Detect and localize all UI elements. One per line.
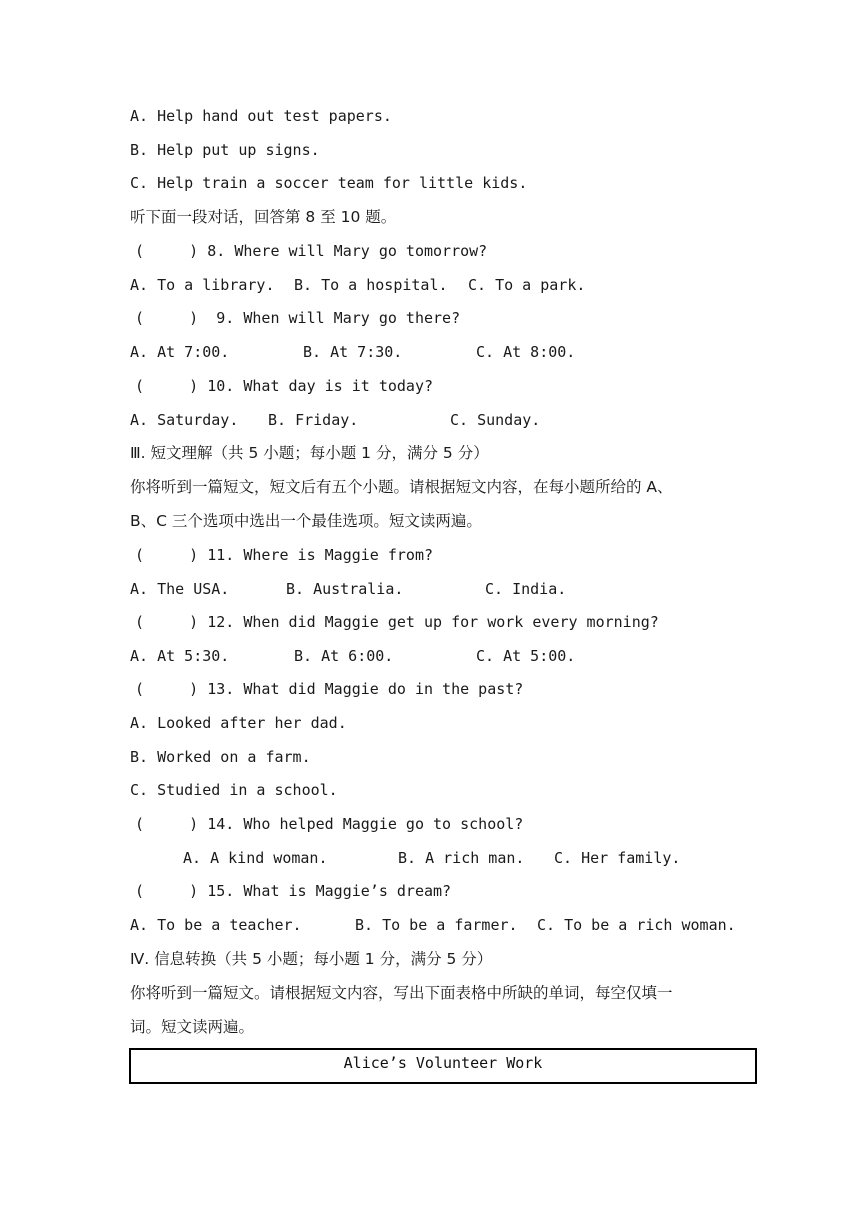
q15-option-c: C. To be a rich woman. [537, 916, 736, 934]
section-3-instruction-2: B、C 三个选项中选出一个最佳选项。短文读两遍。 [130, 512, 482, 530]
q11-option-a: A. The USA. [130, 580, 230, 598]
q8-option-a: A. To a library. [130, 276, 275, 294]
q14-option-c: C. Her family. [554, 849, 681, 867]
section-4-heading: Ⅳ. 信息转换（共 5 小题；每小题 1 分，满分 5 分） [130, 950, 493, 968]
q15-option-b: B. To be a farmer. [355, 916, 518, 934]
option-c-line: C. Help train a soccer team for little kids. [130, 174, 528, 192]
q8-option-b: B. To a hospital. [294, 276, 448, 294]
q11-option-b: B. Australia. [286, 580, 404, 598]
section-4-instruction-1: 你将听到一篇短文。请根据短文内容，写出下面表格中所缺的单词，每空仅填一 [130, 984, 673, 1002]
q9-option-c: C. At 8:00. [476, 343, 576, 361]
option-a-line: A. Help hand out test papers. [130, 107, 392, 125]
q8-option-c: C. To a park. [468, 276, 586, 294]
q12-option-c: C. At 5:00. [476, 647, 576, 665]
question-14: ( ) 14. Who helped Maggie go to school? [135, 815, 524, 833]
q12-option-b: B. At 6:00. [294, 647, 394, 665]
q9-option-b: B. At 7:30. [303, 343, 403, 361]
q10-option-a: A. Saturday. [130, 411, 239, 429]
q12-option-a: A. At 5:30. [130, 647, 230, 665]
q9-option-a: A. At 7:00. [130, 343, 230, 361]
q14-option-a: A. A kind woman. [183, 849, 328, 867]
section-3-heading: Ⅲ. 短文理解（共 5 小题；每小题 1 分，满分 5 分） [130, 444, 489, 462]
dialog-instruction: 听下面一段对话，回答第 8 至 10 题。 [130, 208, 397, 226]
question-12: ( ) 12. When did Maggie get up for work every morning? [135, 613, 659, 631]
section-3-instruction-1: 你将听到一篇短文，短文后有五个小题。请根据短文内容，在每小题所给的 A、 [130, 478, 673, 496]
q10-option-c: C. Sunday. [450, 411, 541, 429]
q13-option-b: B. Worked on a farm. [130, 748, 311, 766]
question-13: ( ) 13. What did Maggie do in the past? [135, 680, 524, 698]
info-table [129, 1048, 757, 1084]
q13-option-c: C. Studied in a school. [130, 781, 338, 799]
question-11: ( ) 11. Where is Maggie from? [135, 546, 434, 564]
question-15: ( ) 15. What is Maggie’s dream? [135, 882, 452, 900]
option-b-line: B. Help put up signs. [130, 141, 320, 159]
q13-option-a: A. Looked after her dad. [130, 714, 347, 732]
question-10: ( ) 10. What day is it today? [135, 377, 434, 395]
question-8: ( ) 8. Where will Mary go tomorrow? [135, 242, 488, 260]
section-4-instruction-2: 词。短文读两遍。 [130, 1018, 255, 1036]
q15-option-a: A. To be a teacher. [130, 916, 302, 934]
table-title: Alice’s Volunteer Work [343, 1054, 543, 1072]
q10-option-b: B. Friday. [268, 411, 359, 429]
q14-option-b: B. A rich man. [398, 849, 525, 867]
q11-option-c: C. India. [485, 580, 567, 598]
question-9: ( ) 9. When will Mary go there? [135, 309, 461, 327]
